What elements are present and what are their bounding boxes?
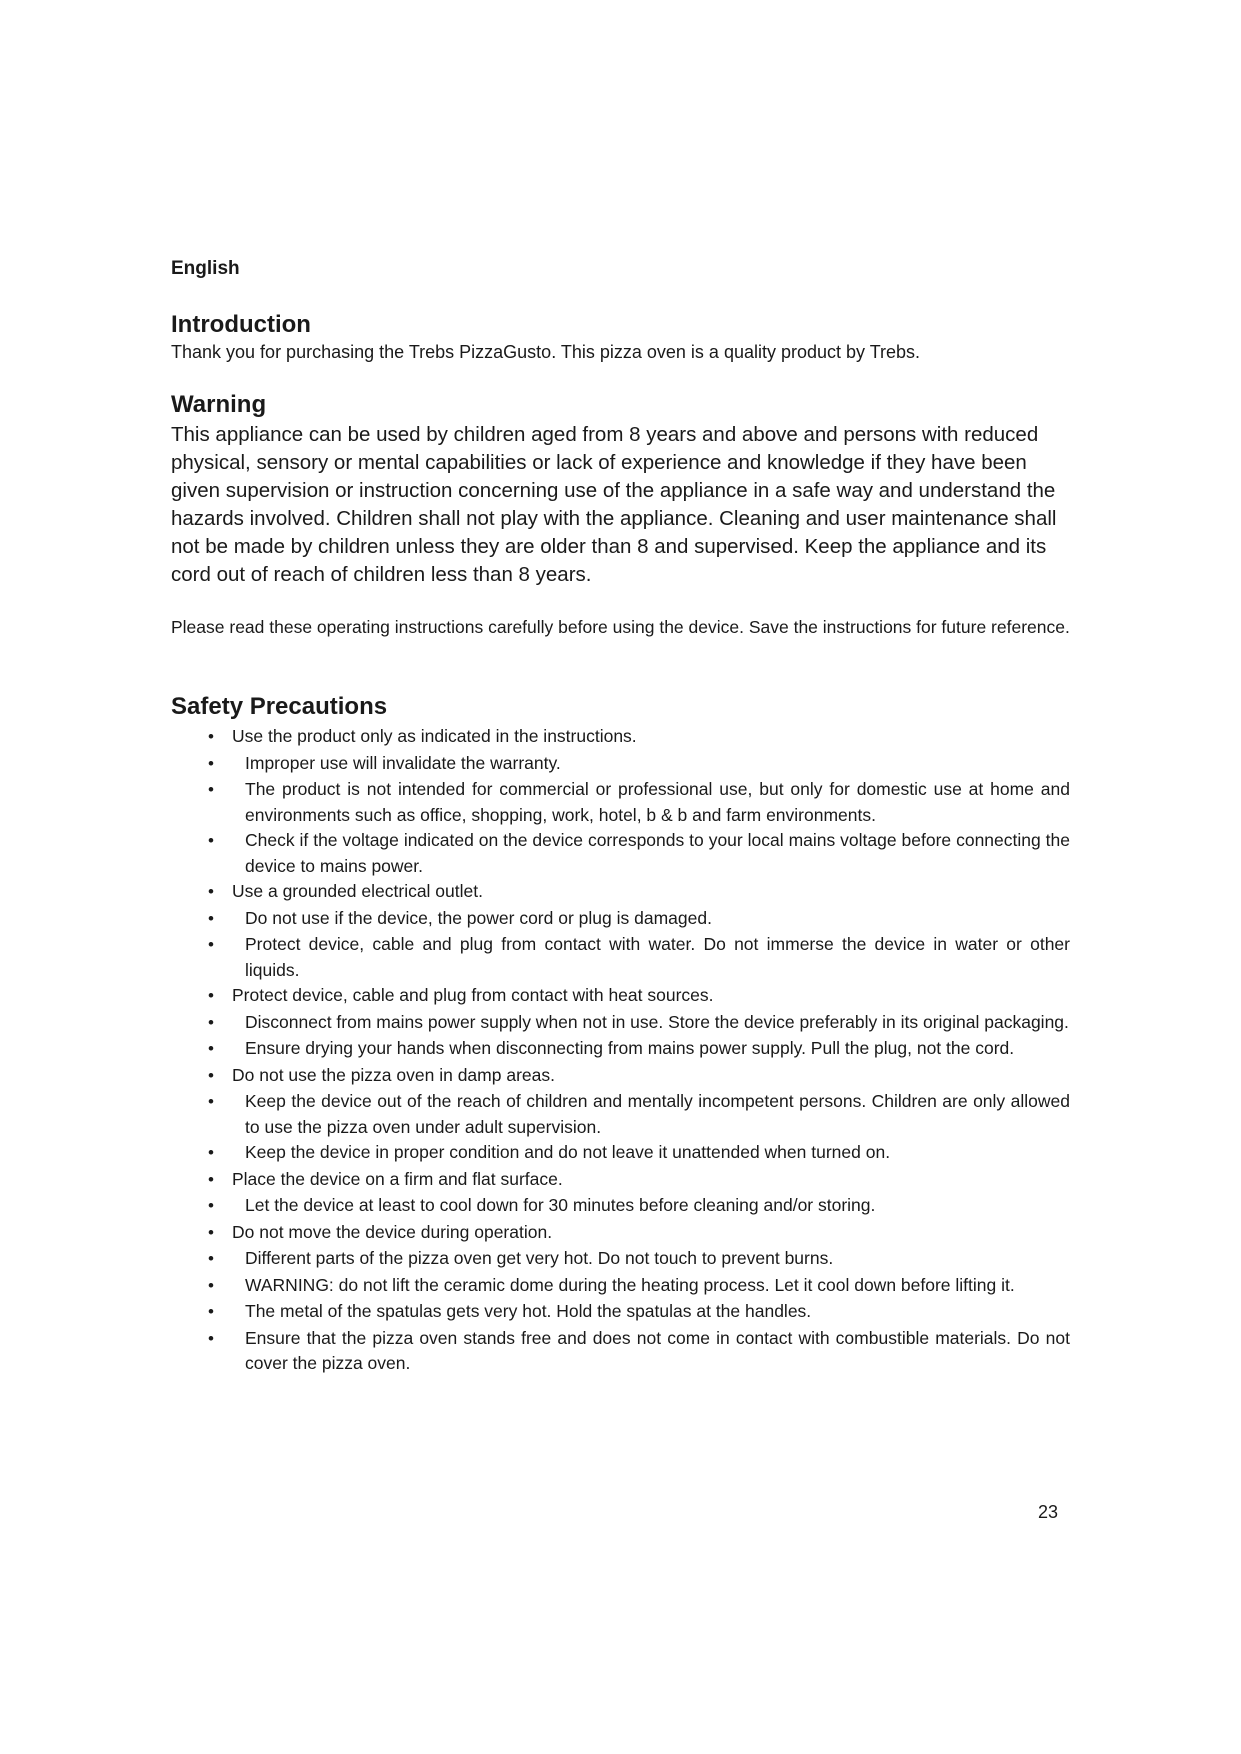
bullet-icon: • (208, 780, 214, 799)
safety-precautions-heading: Safety Precautions (171, 693, 388, 720)
list-item: • Protect device, cable and plug from contact with water. Do not immerse the device in water or other liquids. (208, 934, 1070, 980)
bullet-icon: • (208, 727, 214, 746)
bullet-icon: • (208, 831, 214, 850)
list-item: • Do not use if the device, the power cord or plug is damaged. (171, 906, 1070, 933)
introduction-heading: Introduction (171, 311, 311, 338)
list-item: • Disconnect from mains power supply when not in use. Store the device preferably in its original packaging. (171, 1010, 1070, 1037)
bullet-icon: • (208, 1222, 214, 1242)
bullet-icon: • (208, 1092, 214, 1111)
bullet-icon: • (208, 986, 214, 1005)
list-item: • Different parts of the pizza oven get very hot. Do not touch to prevent burns. (171, 1246, 1070, 1273)
language-label: English (171, 258, 240, 279)
list-item: • Keep the device in proper condition and do not leave it unattended when turned on. (171, 1140, 1070, 1167)
list-item: • Use the product only as indicated in the instructions. (171, 724, 1070, 751)
safety-precautions-list (171, 724, 1070, 1377)
list-item: • Improper use will invalidate the warranty. (171, 751, 1070, 778)
list-item: • The product is not intended for commercial or professional use, but only for domestic use at home and environments such as office, shopping, work, hotel, b & b and farm environments. (208, 779, 1070, 825)
read-instructions-notice: Please read these operating instructions carefully before using the device. Save the instructions for future reference. (171, 617, 1070, 637)
list-item: • Protect device, cable and plug from contact with heat sources. (171, 983, 1070, 1010)
list-item: • Keep the device out of the reach of children and mentally incompetent persons. Children are only allowed to use the pizza oven under adult supervision. (208, 1091, 1070, 1137)
list-item: • Do not move the device during operation. (171, 1220, 1070, 1247)
bullet-icon: • (208, 1328, 214, 1348)
page-number: 23 (1038, 1502, 1059, 1522)
list-item: • Use a grounded electrical outlet. (171, 879, 1070, 906)
bullet-icon: • (208, 882, 214, 901)
bullet-icon: • (208, 1039, 214, 1058)
list-item: • Ensure that the pizza oven stands free and does not come in contact with combustible materials. Do not cover the pizza oven. (208, 1327, 1070, 1373)
list-item: • The metal of the spatulas gets very hot. Hold the spatulas at the handles. (171, 1299, 1070, 1326)
list-item: • Place the device on a firm and flat surface. (171, 1167, 1070, 1194)
list-item: • Let the device at least to cool down for 30 minutes before cleaning and/or storing. (171, 1193, 1070, 1220)
bullet-icon: • (208, 1012, 214, 1032)
bullet-icon: • (208, 1275, 214, 1295)
introduction-text: Thank you for purchasing the Trebs PizzaGusto. This pizza oven is a quality product by Trebs. (171, 342, 921, 362)
warning-heading: Warning (171, 391, 267, 418)
bullet-icon: • (208, 1302, 214, 1321)
list-item: • Check if the voltage indicated on the device corresponds to your local mains voltage before connecting the device to mains power. (208, 830, 1070, 876)
bullet-icon: • (208, 1169, 214, 1189)
bullet-icon: • (208, 1249, 214, 1268)
bullet-icon: • (208, 935, 214, 954)
list-item: • WARNING: do not lift the ceramic dome during the heating process. Let it cool down before lifting it. (171, 1273, 1070, 1300)
bullet-icon: • (208, 1065, 214, 1085)
bullet-icon: • (208, 1143, 214, 1162)
list-item: • Do not use the pizza oven in damp areas. (171, 1063, 1070, 1090)
list-item: • Ensure drying your hands when disconnecting from mains power supply. Pull the plug, not the cord. (171, 1036, 1070, 1063)
bullet-icon: • (208, 753, 214, 773)
warning-text: This appliance can be used by children aged from 8 years and above and persons with reduced physical, sensory or mental capabilities or lack of experience and knowledge if they have been given supervision or instruction concerning use of the appliance in a safe way and understand the hazards involved. Children shall not play with the appliance. Cleaning and user maintenance shall not be made by children unless they are older than 8 and supervised. Keep the appliance and its cord out of reach of children less than 8 years. (171, 423, 1057, 586)
bullet-icon: • (208, 908, 214, 928)
bullet-icon: • (208, 1196, 214, 1215)
